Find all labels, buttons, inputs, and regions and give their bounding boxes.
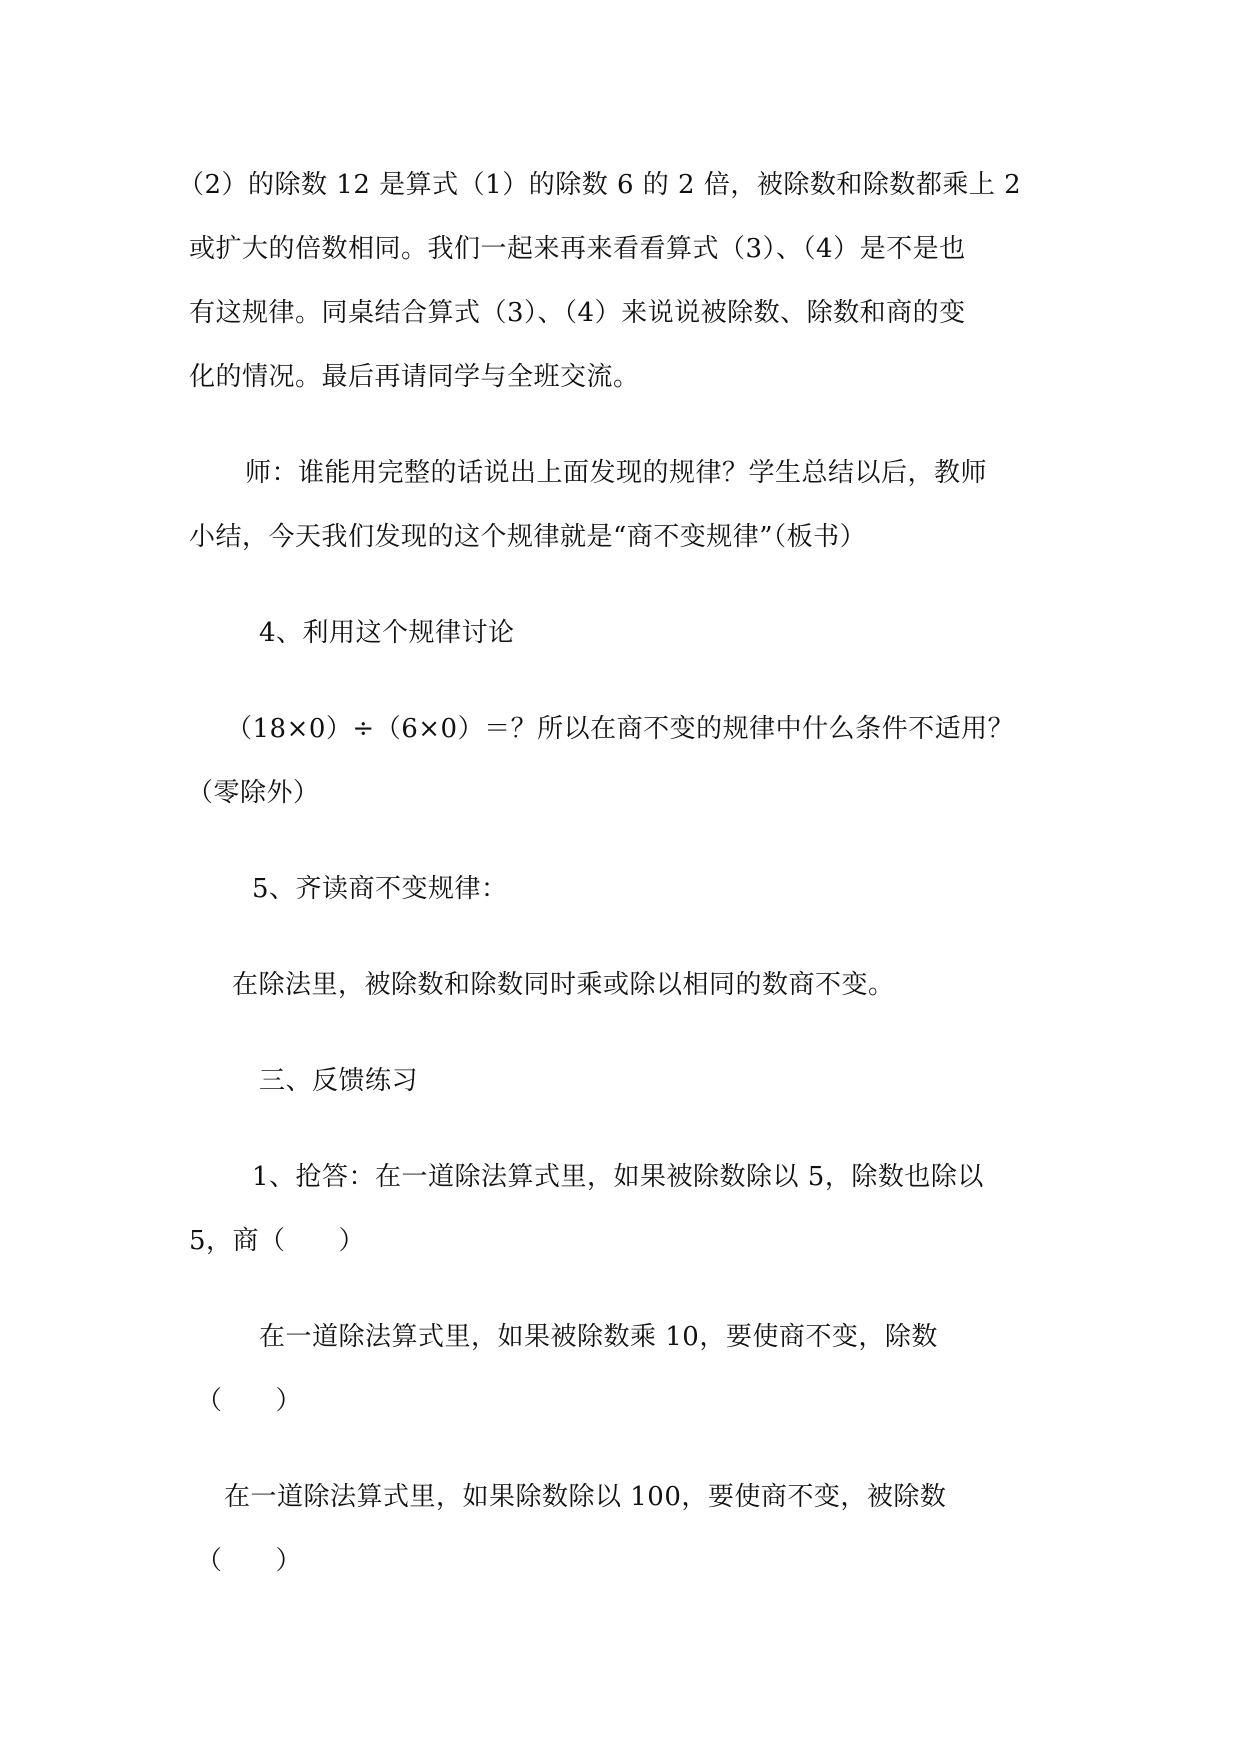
rule-statement: 在除法里，被除数和除数同时乘或除以相同的数商不变。: [232, 970, 895, 1000]
text-line: 化的情况。最后再请同学与全班交流。: [189, 362, 640, 392]
exercise-question: 在一道除法算式里，如果被除数乘 10，要使商不变，除数: [259, 1322, 938, 1352]
section-heading: 三、反馈练习: [259, 1066, 419, 1096]
text-line: 或扩大的倍数相同。我们一起来再来看看算式（3）、（4）是不是也: [189, 234, 966, 264]
text-line: 师：谁能用完整的话说出上面发现的规律？学生总结以后，教师: [245, 458, 988, 488]
exercise-answer-blank: （ ）: [196, 1386, 303, 1416]
exercise-question: 1、抢答：在一道除法算式里，如果被除数除以 5，除数也除以: [252, 1162, 984, 1192]
exercise-answer-blank: 5，商（ ）: [189, 1226, 366, 1256]
section-heading: 4、利用这个规律讨论: [259, 618, 515, 648]
section-heading: 5、齐读商不变规律：: [252, 874, 508, 904]
exercise-answer-blank: （ ）: [196, 1546, 303, 1576]
text-line: 小结，今天我们发现的这个规律就是“商不变规律”（板书）: [189, 522, 867, 552]
text-line: （18×0）÷（6×0）＝？所以在商不变的规律中什么条件不适用？: [226, 714, 1015, 744]
exercise-question: 在一道除法算式里，如果除数除以 100，要使商不变，被除数: [224, 1482, 947, 1512]
text-line: （零除外）: [187, 778, 320, 808]
text-line: 有这规律。同桌结合算式（3）、（4）来说说被除数、除数和商的变: [189, 298, 966, 328]
text-line: （2）的除数 12 是算式（1）的除数 6 的 2 倍，被除数和除数都乘上 2: [178, 170, 1022, 200]
